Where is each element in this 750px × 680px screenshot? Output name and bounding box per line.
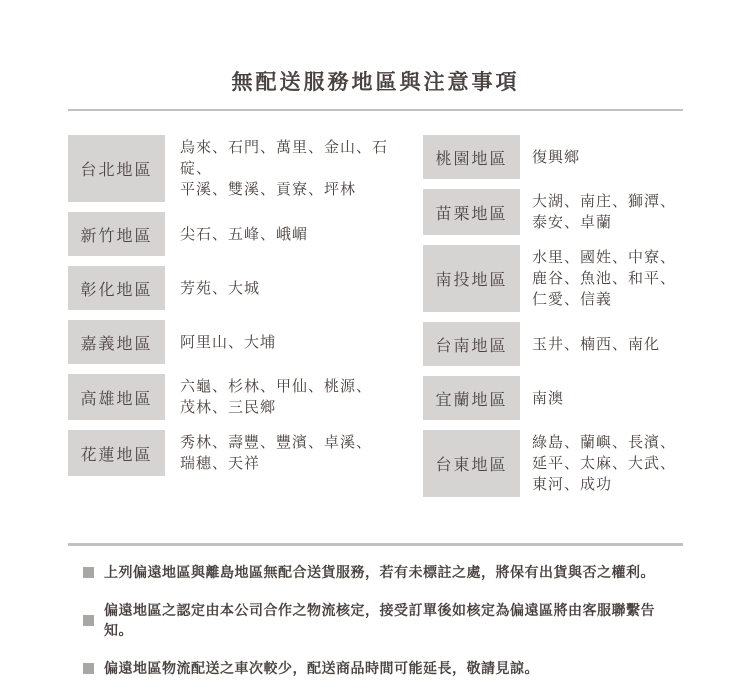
region-areas-line: 烏來、石門、萬里、金山、石碇、 (180, 139, 389, 177)
title-divider (68, 109, 683, 111)
region-areas-line: 平溪、雙溪、貢寮、坪林 (180, 181, 357, 198)
note-text: 偏遠地區物流配送之車次較少，配送商品時間可能延長，敬請見諒。 (104, 660, 539, 676)
region-row (423, 322, 683, 366)
region-row (423, 376, 683, 420)
region-areas (532, 332, 660, 357)
region-areas-line: 玉井、楠西、南化 (532, 335, 661, 353)
region-label: 彰化地區 (68, 266, 165, 310)
region-column-left (68, 135, 408, 476)
region-row (423, 189, 683, 235)
region-row (68, 320, 408, 364)
region-label: 桃園地區 (423, 135, 520, 179)
region-areas-line: 水里、國姓、中寮、 (532, 249, 677, 266)
region-areas (180, 276, 260, 301)
region-label: 新竹地區 (68, 212, 165, 256)
region-table (68, 135, 683, 531)
region-areas (180, 430, 372, 476)
note-item (83, 562, 683, 582)
region-areas (532, 145, 580, 170)
region-areas-line: 尖石、五峰、峨嵋 (180, 225, 309, 243)
region-label: 台東地區 (423, 430, 520, 497)
notes-list (68, 562, 683, 678)
region-areas (180, 135, 408, 202)
region-areas-line: 六龜、杉林、甲仙、桃源、 (180, 378, 373, 395)
region-areas-line: 泰安、卓蘭 (532, 214, 613, 231)
notes-divider (68, 543, 683, 546)
region-row (68, 212, 408, 256)
note-text: 上列偏遠地區與離島地區無配合送貨服務，若有未標註之處，將保有出貨與否之權利。 (104, 564, 655, 580)
square-bullet-icon (83, 615, 94, 626)
region-areas (532, 189, 676, 235)
region-areas-line: 復興鄉 (532, 148, 581, 166)
region-areas-line: 南澳 (532, 389, 565, 407)
region-areas (180, 330, 276, 355)
region-label: 嘉義地區 (68, 320, 165, 364)
region-label: 台南地區 (423, 322, 520, 366)
region-label: 台北地區 (68, 135, 165, 202)
region-areas-line: 秀林、壽豐、豐濱、卓溪、 (180, 434, 373, 451)
region-areas-line: 大湖、南庄、獅潭、 (532, 193, 677, 210)
region-areas (532, 245, 676, 312)
region-areas (532, 386, 564, 411)
region-areas-line: 東河、成功 (532, 476, 613, 493)
region-label: 高雄地區 (68, 374, 165, 420)
region-row (423, 135, 683, 179)
region-label: 苗栗地區 (423, 189, 520, 235)
region-areas-line: 芳苑、大城 (180, 279, 261, 297)
region-label: 南投地區 (423, 245, 520, 312)
region-areas-line: 延平、太麻、大武、 (532, 455, 677, 472)
region-row (68, 135, 408, 202)
region-areas (180, 222, 308, 247)
note-text: 偏遠地區之認定由本公司合作之物流核定，接受訂單後如核定為偏遠區將由客服聯繫告知。 (104, 602, 655, 638)
region-label: 花蓮地區 (68, 430, 165, 476)
region-row (68, 266, 408, 310)
region-areas-line: 瑞穗、天祥 (180, 455, 261, 472)
note-item (83, 600, 683, 640)
region-row (68, 430, 408, 476)
region-column-right (423, 135, 683, 497)
note-item (83, 658, 683, 678)
region-areas (532, 430, 676, 497)
page-title: 無配送服務地區與注意事項 (231, 71, 520, 94)
region-row (68, 374, 408, 420)
region-row (423, 430, 683, 497)
square-bullet-icon (83, 663, 94, 674)
region-areas (180, 374, 372, 420)
region-areas-line: 仁愛、信義 (532, 291, 613, 308)
region-areas-line: 阿里山、大埔 (180, 333, 277, 351)
region-row (423, 245, 683, 312)
region-areas-line: 綠島、蘭嶼、長濱、 (532, 434, 677, 451)
region-label: 宜蘭地區 (423, 376, 520, 420)
region-areas-line: 茂林、三民鄉 (180, 399, 277, 416)
square-bullet-icon (83, 567, 94, 578)
region-areas-line: 鹿谷、魚池、和平、 (532, 270, 677, 287)
